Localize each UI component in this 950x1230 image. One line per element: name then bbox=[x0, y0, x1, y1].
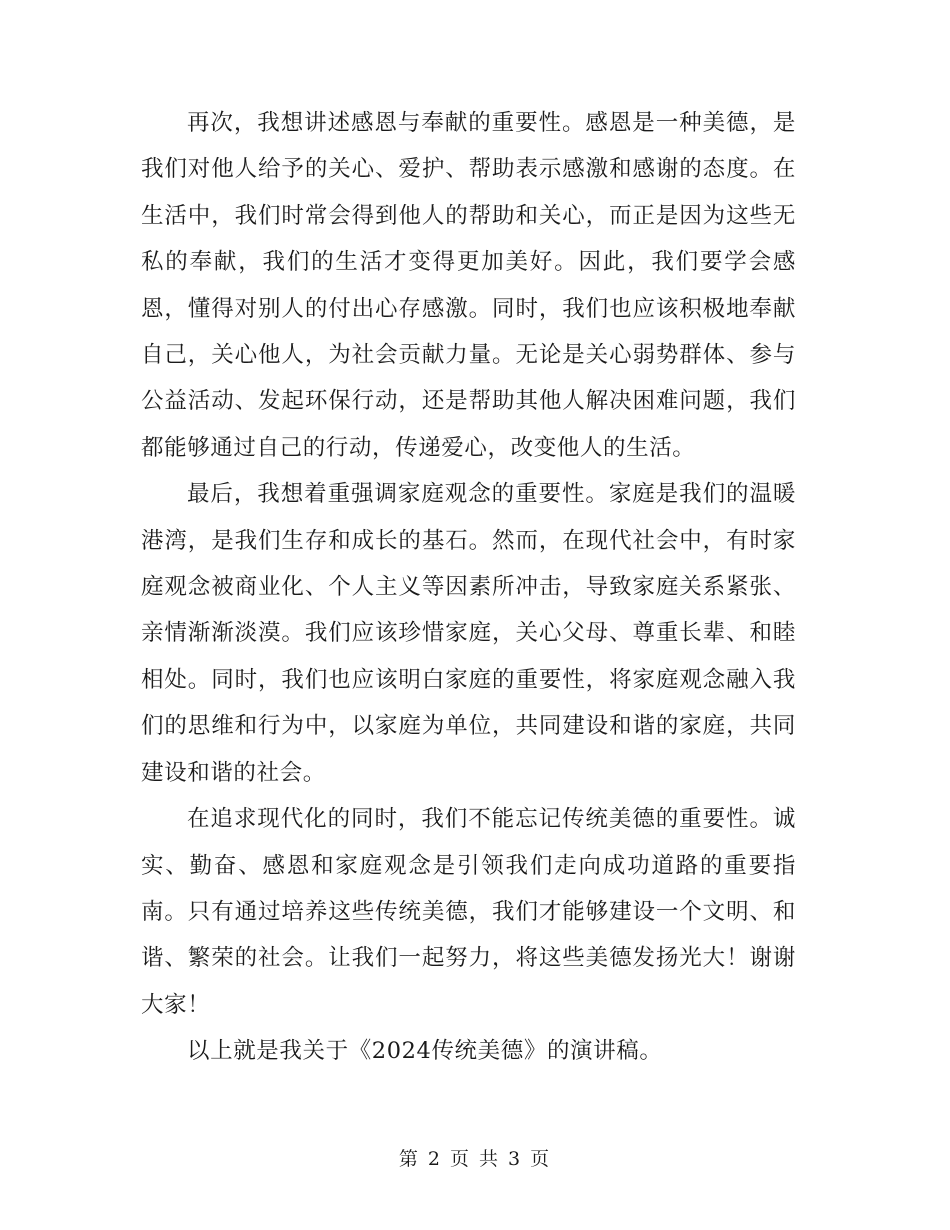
paragraph-closing: 以上就是我关于《2024传统美德》的演讲稿。 bbox=[187, 1038, 663, 1065]
paragraph-family: 最后，我想着重强调家庭观念的重要性。家庭是我们的温暖港湾，是我们生存和成长的基石。然而，在现代社会中，有时家庭观念被商业化、个人主义等因素所冲击，导致家庭关系紧张、亲情渐渐淡漠。我们应该珍惜家庭，关心父母、尊重长辈、和睦相处。同时，我们也应该明白家庭的重要性，将家庭观念融入我们的思维和行为中，以家庭为单位，共同建设和谐的家庭，共同建设和谐的社会。 bbox=[141, 481, 796, 786]
document-body bbox=[141, 100, 796, 1075]
paragraph-gratitude: 再次，我想讲述感恩与奉献的重要性。感恩是一种美德，是我们对他人给予的关心、爱护、帮助表示感激和感谢的态度。在生活中，我们时常会得到他人的帮助和关心，而正是因为这些无私的奉献，我们的生活才变得更加美好。因此，我们要学会感恩，懂得对别人的付出心存感激。同时，我们也应该积极地奉献自己，关心他人，为社会贡献力量。无论是关心弱势群体、参与公益活动、发起环保行动，还是帮助其他人解决困难问题，我们都能够通过自己的行动，传递爱心，改变他人的生活。 bbox=[141, 110, 796, 461]
page-number-footer: 第 2 页 共 3 页 bbox=[398, 1148, 552, 1170]
paragraph-conclusion: 在追求现代化的同时，我们不能忘记传统美德的重要性。诚实、勤奋、感恩和家庭观念是引领我们走向成功道路的重要指南。只有通过培养这些传统美德，我们才能够建设一个文明、和谐、繁荣的社会。让我们一起努力，将这些美德发扬光大！谢谢大家！ bbox=[141, 806, 796, 1018]
